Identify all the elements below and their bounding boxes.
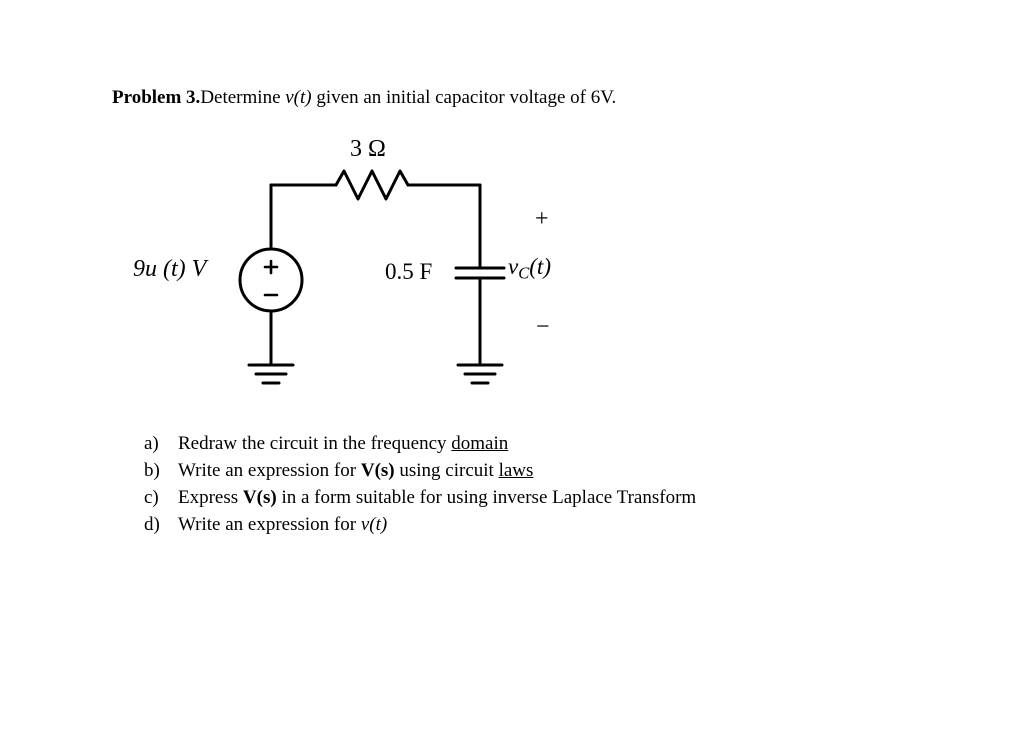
part-plain-2: using circuit xyxy=(394,460,499,481)
problem-text-after: given an initial capacitor voltage of 6V. xyxy=(311,87,617,108)
part-marker: a) xyxy=(144,433,159,454)
part-bold: V(s) xyxy=(360,460,395,481)
part-text xyxy=(178,511,904,538)
resistor-label: 3 Ω xyxy=(350,136,386,162)
parts-list xyxy=(144,430,904,538)
output-voltage-arg: (t) xyxy=(529,254,551,279)
part-text xyxy=(178,457,904,484)
problem-label: Problem 3. xyxy=(112,87,201,108)
part-plain-2: in a form suitable for using inverse Laplace Transform xyxy=(276,487,697,508)
list-item xyxy=(144,511,904,538)
list-item xyxy=(144,484,904,511)
part-plain-1: Express xyxy=(178,487,243,508)
capacitor-label: 0.5 F xyxy=(385,259,433,284)
part-marker: d) xyxy=(144,514,160,535)
part-bold: V(s) xyxy=(242,487,277,508)
part-text xyxy=(178,484,904,511)
part-marker: b) xyxy=(144,460,160,481)
part-plain-3: v(t) xyxy=(360,514,388,535)
terminal-plus-label: + xyxy=(535,206,549,232)
list-item xyxy=(144,457,904,484)
list-item xyxy=(144,430,904,457)
source-circle xyxy=(240,249,302,311)
part-plain-1: Write an expression for xyxy=(178,460,361,481)
output-voltage-subscript: C xyxy=(518,263,530,283)
part-underline: laws xyxy=(498,460,534,481)
part-plain-1: Redraw the circuit in the frequency xyxy=(178,433,452,454)
problem-text-before: Determine xyxy=(200,87,286,108)
source-label: 9u (t) V xyxy=(133,256,207,282)
output-voltage-label xyxy=(508,255,551,282)
part-marker: c) xyxy=(144,487,159,508)
part-plain-1: Write an expression for xyxy=(178,514,361,535)
part-text xyxy=(178,430,904,457)
problem-variable: v(t) xyxy=(285,87,312,108)
problem-statement xyxy=(112,86,616,110)
circuit-diagram xyxy=(120,125,640,405)
resistor-symbol xyxy=(336,171,408,199)
terminal-minus-label: − xyxy=(536,314,550,340)
part-underline: domain xyxy=(451,433,509,454)
output-voltage-symbol: v xyxy=(508,254,519,279)
